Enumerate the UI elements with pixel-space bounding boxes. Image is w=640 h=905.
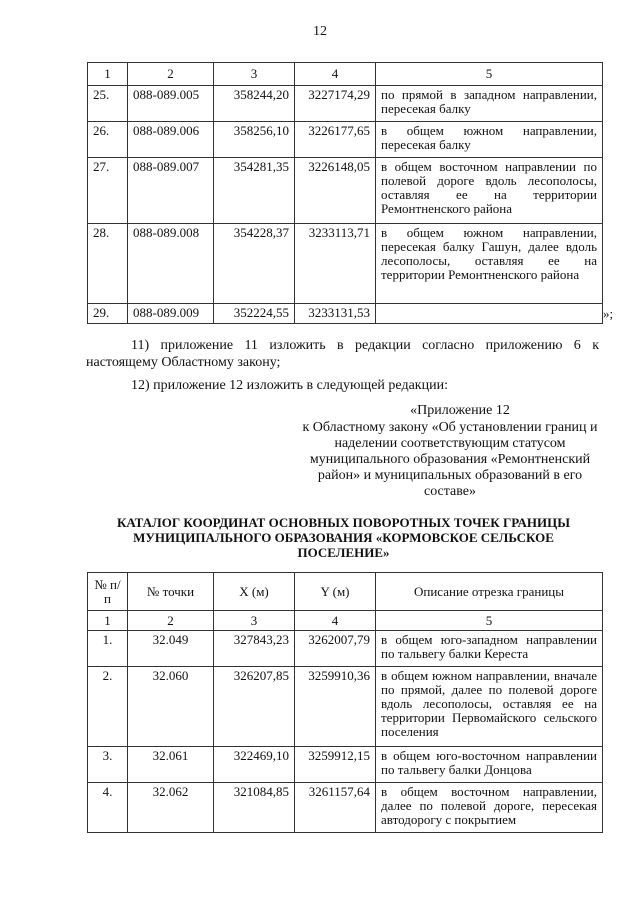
amendment-paragraph-12: 12) приложение 12 изложить в следующей редакции: — [131, 378, 448, 393]
point-id: 32.060 — [128, 667, 214, 747]
column-number: 3 — [214, 611, 295, 631]
column-number: 5 — [376, 63, 603, 86]
annex-title: «Приложение 12 — [410, 403, 510, 418]
table-row — [88, 86, 603, 122]
point-id: 32.049 — [128, 631, 214, 667]
column-header: Y (м) — [295, 573, 376, 611]
y-coordinate: 3259910,36 — [295, 667, 376, 747]
x-coordinate: 352224,55 — [214, 304, 295, 324]
point-id: 088-089.006 — [128, 122, 214, 158]
segment-description: по прямой в западном направлении, пересекая балку — [376, 86, 603, 122]
column-number: 3 — [214, 63, 295, 86]
x-coordinate: 326207,85 — [214, 667, 295, 747]
column-number: 4 — [295, 611, 376, 631]
row-number: 2. — [88, 667, 128, 747]
row-number: 1. — [88, 631, 128, 667]
segment-description: в общем южном направлении, вначале по прямой, далее по полевой дороге вдоль лесополосы, оставляя ее на территории Первомайского сельского поселения — [376, 667, 603, 747]
x-coordinate: 358256,10 — [214, 122, 295, 158]
column-number: 2 — [128, 611, 214, 631]
x-coordinate: 358244,20 — [214, 86, 295, 122]
y-coordinate: 3226177,65 — [295, 122, 376, 158]
column-number: 4 — [295, 63, 376, 86]
table-header-row — [88, 63, 603, 86]
x-coordinate: 327843,23 — [214, 631, 295, 667]
y-coordinate: 3233131,53 — [295, 304, 376, 324]
point-id: 088-089.009 — [128, 304, 214, 324]
row-number: 3. — [88, 747, 128, 783]
y-coordinate: 3233113,71 — [295, 224, 376, 304]
annex-description: к Областному закону «Об установлении границ и наделении соответствующим статусом муниципального образования «Ремонтненский район» и муниципальных образований в его составе» — [302, 420, 598, 499]
y-coordinate: 3227174,29 — [295, 86, 376, 122]
table-row — [88, 304, 603, 324]
coordinates-table-continued — [87, 62, 603, 324]
x-coordinate: 322469,10 — [214, 747, 295, 783]
table-row — [88, 747, 603, 783]
row-number: 27. — [88, 158, 128, 224]
y-coordinate: 3262007,79 — [295, 631, 376, 667]
y-coordinate: 3259912,15 — [295, 747, 376, 783]
row-number: 25. — [88, 86, 128, 122]
y-coordinate: 3226148,05 — [295, 158, 376, 224]
table-row — [88, 224, 603, 304]
table-row — [88, 631, 603, 667]
column-number: 1 — [88, 63, 128, 86]
page-number: 12 — [313, 24, 327, 39]
row-number: 26. — [88, 122, 128, 158]
column-number: 5 — [376, 611, 603, 631]
y-coordinate: 3261157,64 — [295, 783, 376, 833]
x-coordinate: 354281,35 — [214, 158, 295, 224]
closing-quote-mark: »; — [603, 306, 614, 321]
point-id: 088-089.008 — [128, 224, 214, 304]
table-row — [88, 783, 603, 833]
table-header-row — [88, 573, 603, 611]
column-header: № п/п — [88, 573, 128, 611]
table-row — [88, 122, 603, 158]
segment-description: в общем юго-западном направлении по тальвегу балки Кереста — [376, 631, 603, 667]
segment-description — [376, 304, 603, 324]
point-id: 088-089.007 — [128, 158, 214, 224]
table-row — [88, 667, 603, 747]
column-number: 2 — [128, 63, 214, 86]
point-id: 088-089.005 — [128, 86, 214, 122]
column-header: № точки — [128, 573, 214, 611]
segment-description: в общем южном направлении, пересекая балку Гашун, далее вдоль лесополосы, оставляя ее на территории Ремонтненского района — [376, 224, 603, 304]
x-coordinate: 354228,37 — [214, 224, 295, 304]
segment-description: в общем восточном направлении, далее по полевой дороге, пересекая автодорогу с покрытием — [376, 783, 603, 833]
column-header: Описание отрезка границы — [376, 573, 603, 611]
segment-description: в общем южном направлении, пересекая балку — [376, 122, 603, 158]
row-number: 4. — [88, 783, 128, 833]
column-number-row — [88, 611, 603, 631]
amendment-paragraph-11: 11) приложение 11 изложить в редакции согласно приложению 6 к настоящему Областному закону; — [86, 338, 599, 370]
segment-description: в общем юго-восточном направлении по тальвегу балки Донцова — [376, 747, 603, 783]
point-id: 32.062 — [128, 783, 214, 833]
x-coordinate: 321084,85 — [214, 783, 295, 833]
column-number: 1 — [88, 611, 128, 631]
row-number: 28. — [88, 224, 128, 304]
segment-description: в общем восточном направлении по полевой дороге вдоль лесополосы, оставляя ее на территории Ремонтненского района — [376, 158, 603, 224]
catalog-heading: КАТАЛОГ КООРДИНАТ ОСНОВНЫХ ПОВОРОТНЫХ ТОЧЕК ГРАНИЦЫ МУНИЦИПАЛЬНОГО ОБРАЗОВАНИЯ «КОРМОВСКОЕ СЕЛЬСКОЕ ПОСЕЛЕНИЕ» — [116, 515, 571, 560]
table-row — [88, 158, 603, 224]
row-number: 29. — [88, 304, 128, 324]
coordinates-catalog-table — [87, 572, 603, 833]
point-id: 32.061 — [128, 747, 214, 783]
column-header: X (м) — [214, 573, 295, 611]
